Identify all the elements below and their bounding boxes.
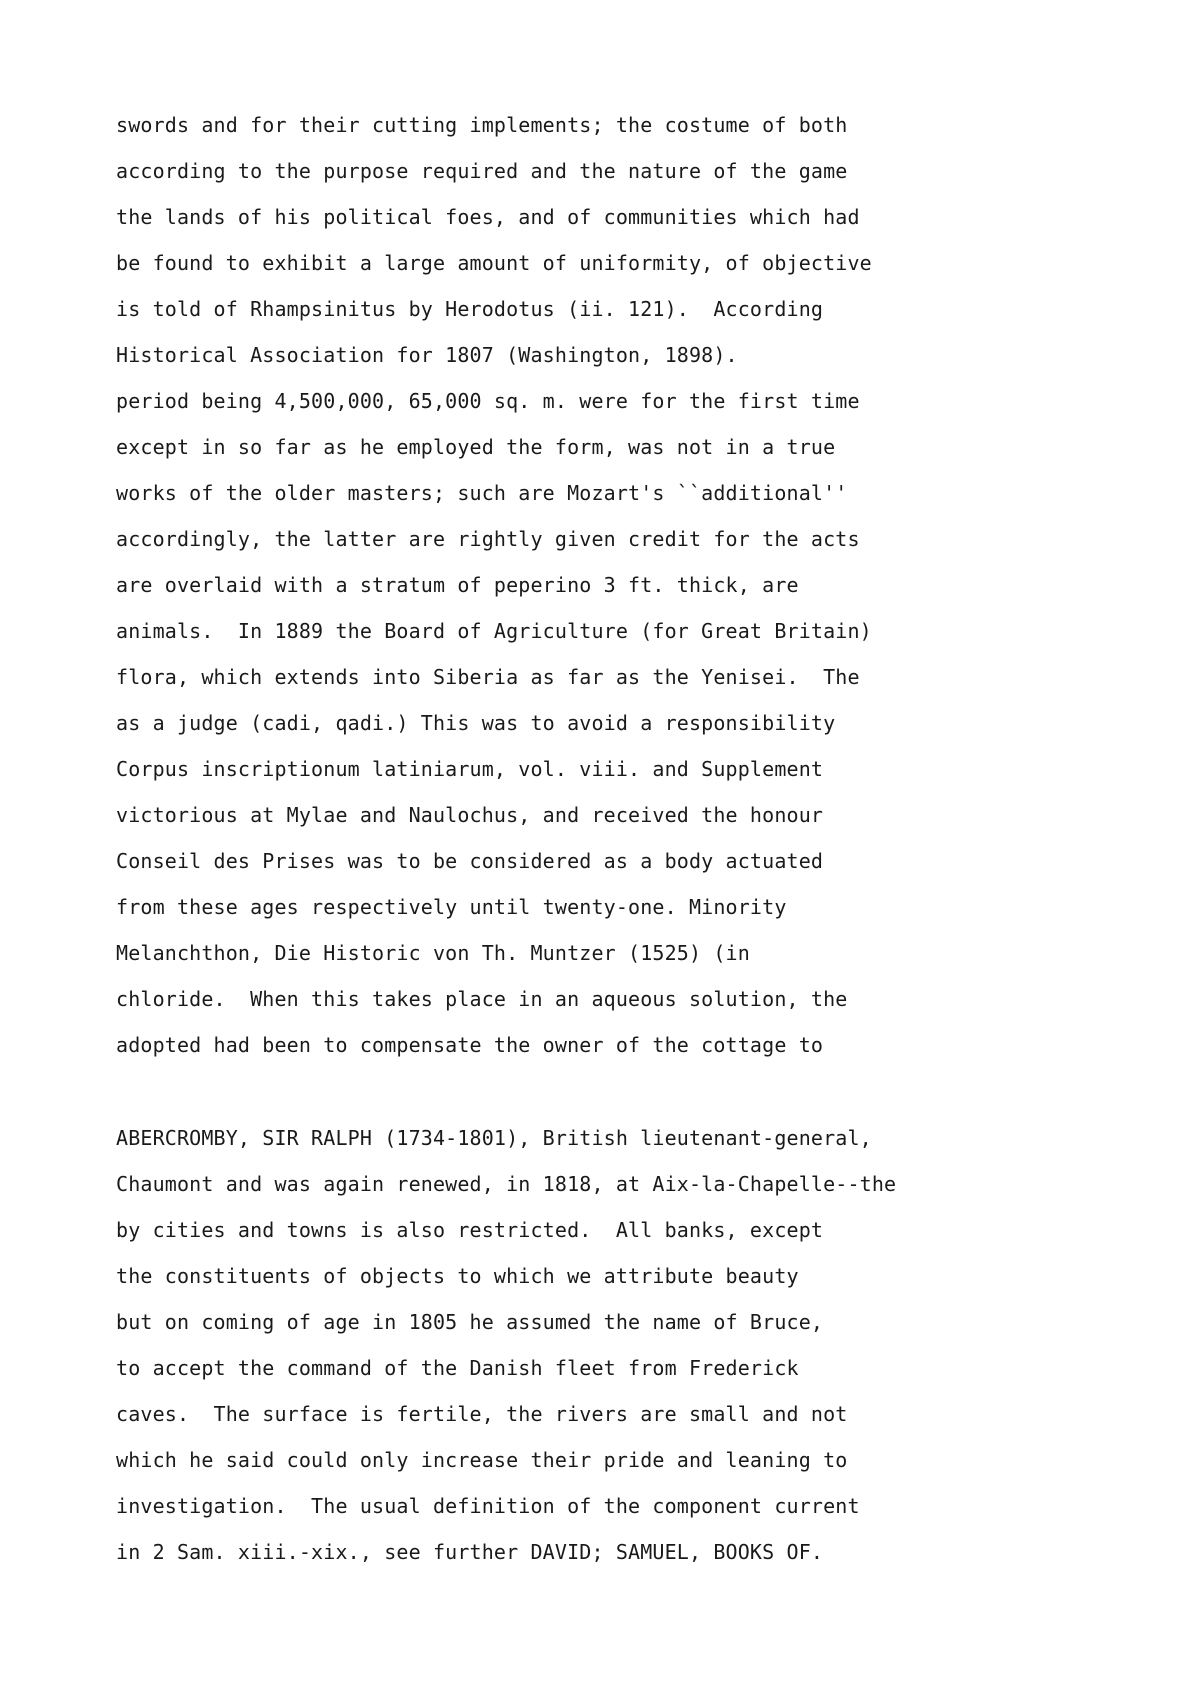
text-line: which he said could only increase their pride and leaning to — [116, 1448, 848, 1472]
text-line: caves. The surface is fertile, the rivers are small and not — [116, 1402, 848, 1426]
text-line: is told of Rhampsinitus by Herodotus (ii. 121). According — [116, 297, 824, 321]
text-line: Corpus inscriptionum latiniarum, vol. viii. and Supplement — [116, 757, 824, 781]
text-line: the lands of his political foes, and of communities which had — [116, 205, 860, 229]
paragraph — [116, 1125, 896, 1585]
text-line: ABERCROMBY, SIR RALPH (1734-1801), British lieutenant-general, — [116, 1126, 872, 1150]
text-line: investigation. The usual definition of the component current — [116, 1494, 860, 1518]
text-line: swords and for their cutting implements; the costume of both — [116, 113, 848, 137]
text-line: accordingly, the latter are rightly given credit for the acts — [116, 527, 860, 551]
text-line: flora, which extends into Siberia as far as the Yenisei. The — [116, 665, 860, 689]
text-line: period being 4,500,000, 65,000 sq. m. were for the first time — [116, 389, 860, 413]
text-line: are overlaid with a stratum of peperino 3 ft. thick, are — [116, 573, 799, 597]
text-line: to accept the command of the Danish fleet from Frederick — [116, 1356, 799, 1380]
text-line: animals. In 1889 the Board of Agriculture (for Great Britain) — [116, 619, 872, 643]
paragraph — [116, 112, 872, 1078]
text-line: Melanchthon, Die Historic von Th. Muntzer (1525) (in — [116, 941, 750, 965]
text-line: as a judge (cadi, qadi.) This was to avoid a responsibility — [116, 711, 836, 735]
text-line: victorious at Mylae and Naulochus, and received the honour — [116, 803, 824, 827]
text-line: Conseil des Prises was to be considered as a body actuated — [116, 849, 824, 873]
text-line: but on coming of age in 1805 he assumed the name of Bruce, — [116, 1310, 824, 1334]
text-line: adopted had been to compensate the owner of the cottage to — [116, 1033, 824, 1057]
text-line: chloride. When this takes place in an aqueous solution, the — [116, 987, 848, 1011]
text-line: by cities and towns is also restricted. All banks, except — [116, 1218, 824, 1242]
text-line: except in so far as he employed the form, was not in a true — [116, 435, 836, 459]
text-line: be found to exhibit a large amount of uniformity, of objective — [116, 251, 872, 275]
text-line: the constituents of objects to which we attribute beauty — [116, 1264, 799, 1288]
text-line: Historical Association for 1807 (Washington, 1898). — [116, 343, 738, 367]
text-line: according to the purpose required and the nature of the game — [116, 159, 848, 183]
text-line: from these ages respectively until twenty-one. Minority — [116, 895, 787, 919]
text-line: Chaumont and was again renewed, in 1818, at Aix-la-Chapelle--the — [116, 1172, 897, 1196]
text-line: in 2 Sam. xiii.-xix., see further DAVID; SAMUEL, BOOKS OF. — [116, 1540, 824, 1564]
text-line: works of the older masters; such are Mozart's ``additional'' — [116, 481, 848, 505]
